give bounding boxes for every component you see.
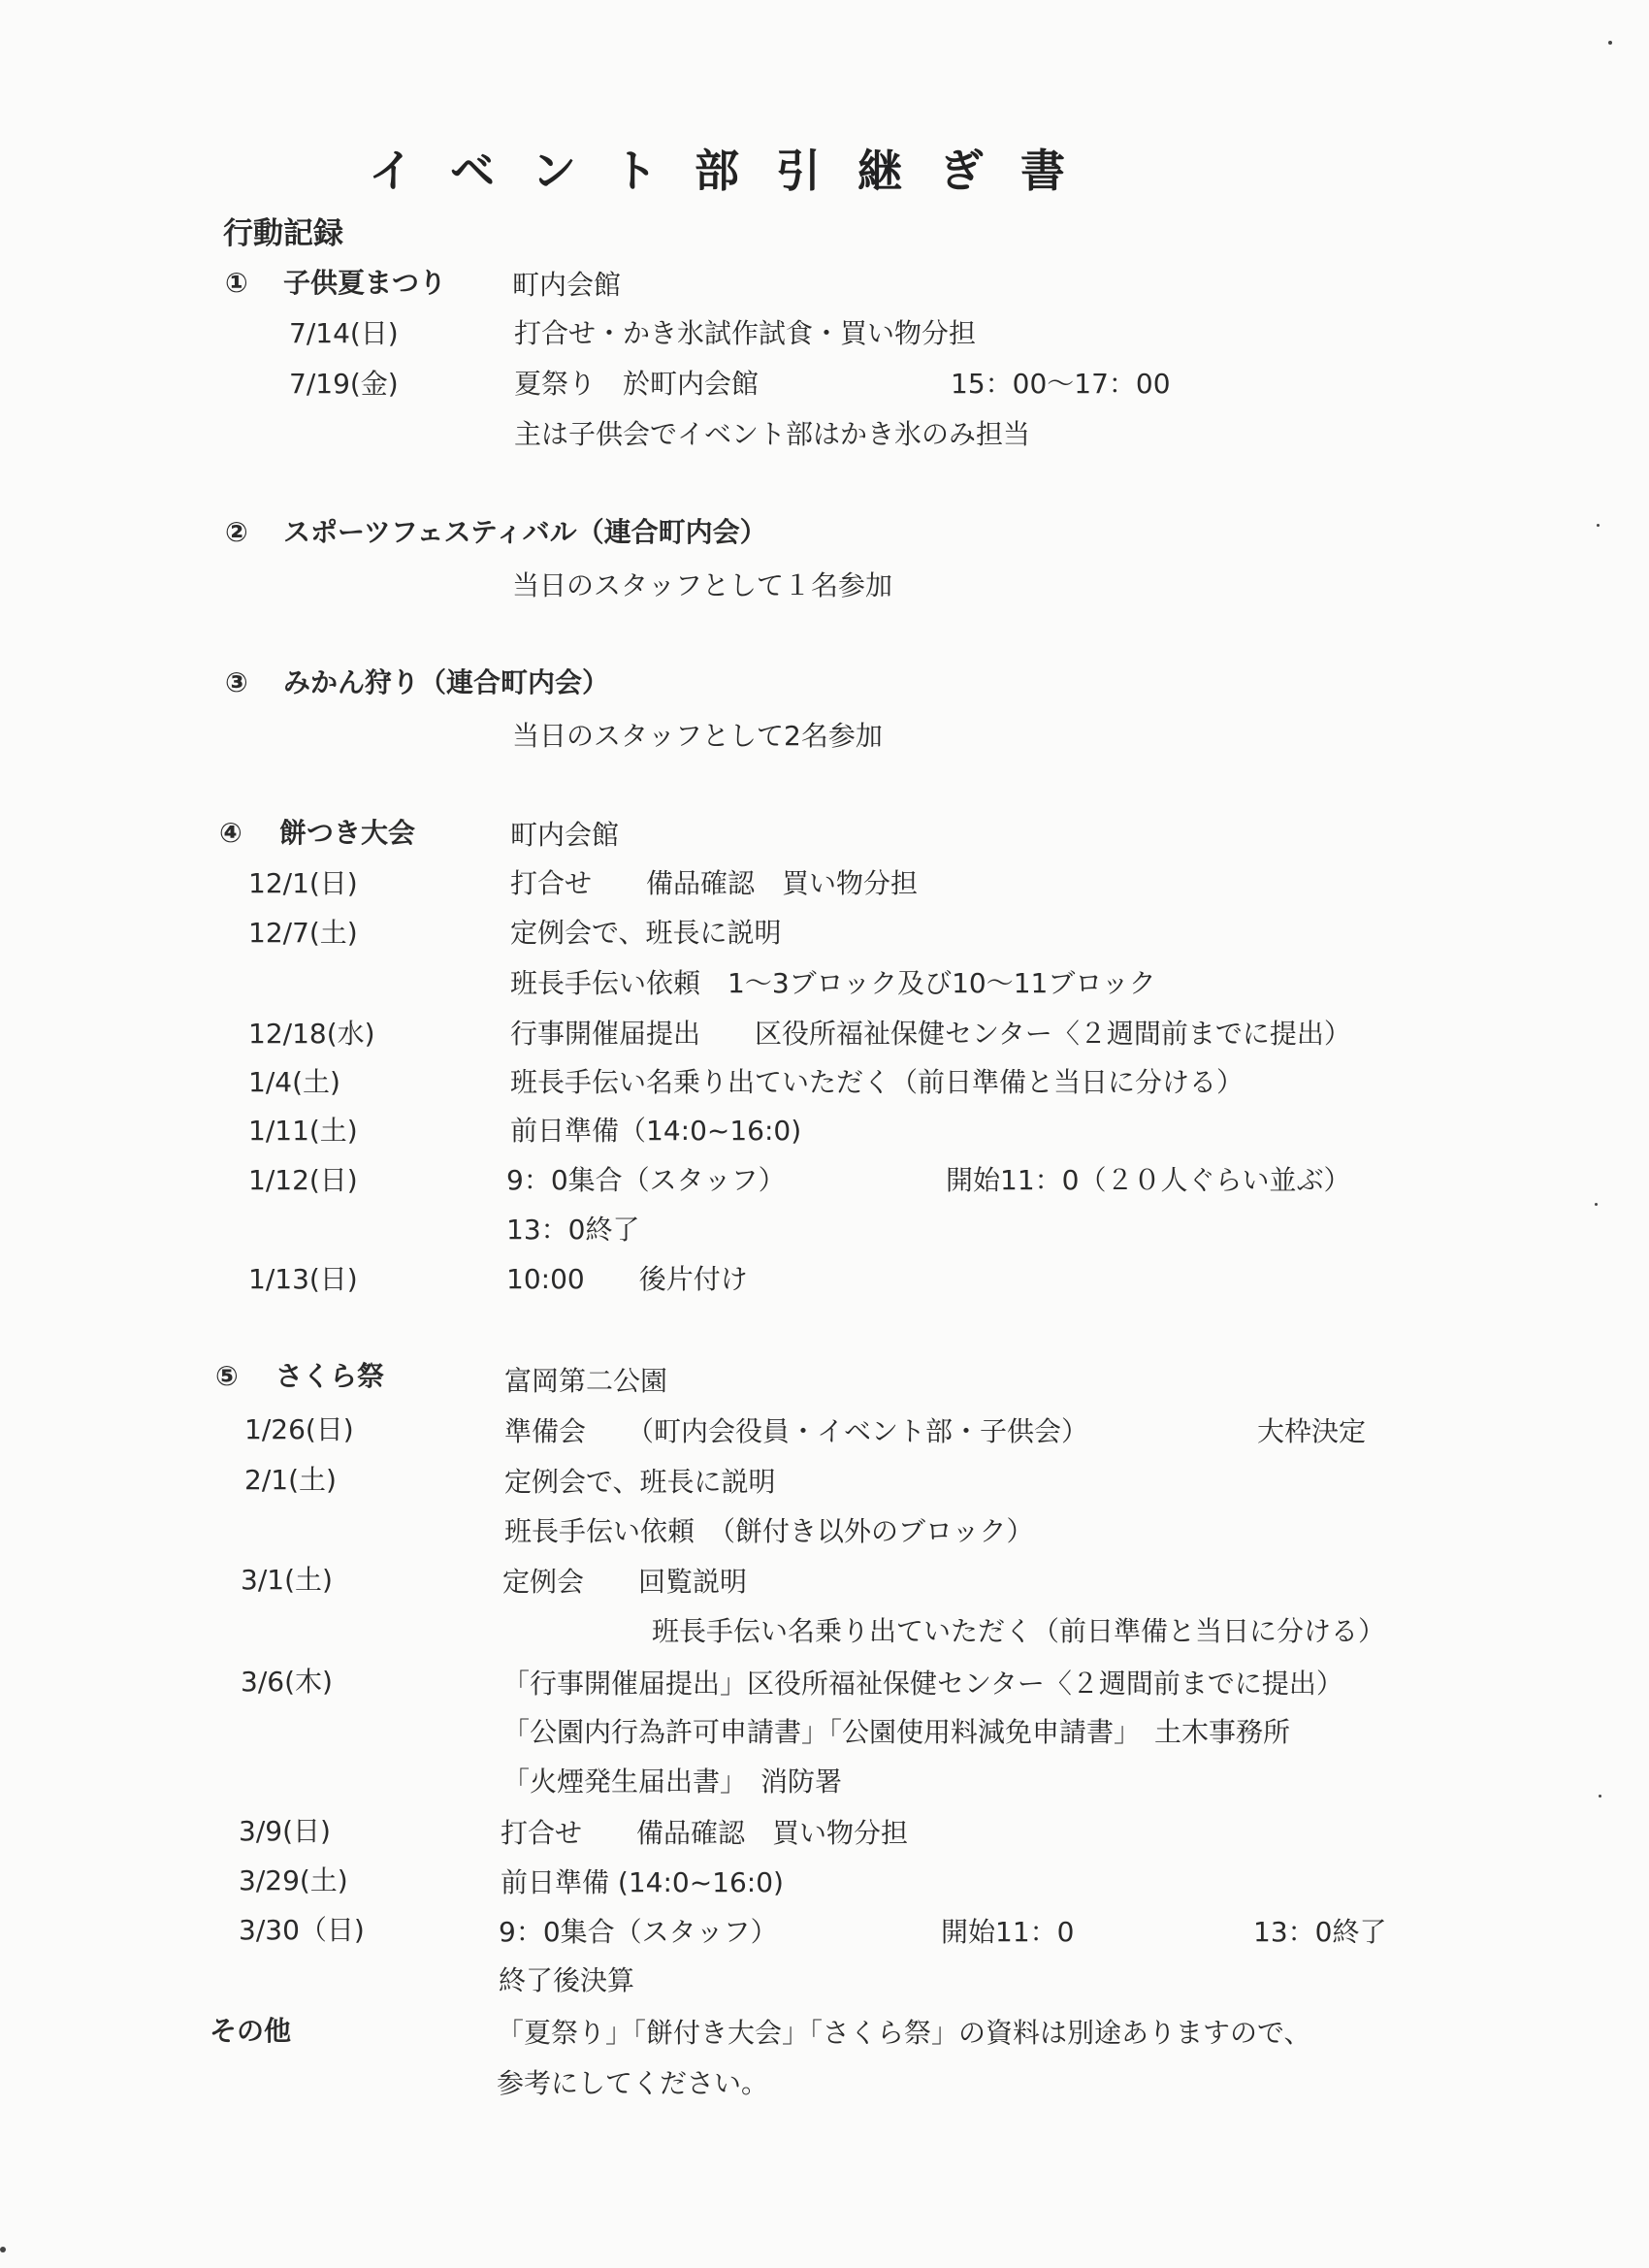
section-title: その他	[210, 2015, 292, 2047]
document-title: イベント部引継ぎ書	[369, 145, 1102, 197]
entry-extra: 開始11：0（２０人ぐらい並ぶ）	[946, 1164, 1351, 1196]
entry-text: 10:00 後片付け	[506, 1263, 748, 1295]
entry-text: 主は子供会でイベント部はかき氷のみ担当	[514, 418, 1031, 450]
entry-date: 12/7(土)	[248, 917, 358, 949]
entry-text: 参考にしてください。	[497, 2067, 769, 2099]
entry-text: 班長手伝い依頼 （餅付き以外のブロック）	[504, 1515, 1034, 1547]
entry-text: 当日のスタッフとして2名参加	[512, 720, 883, 752]
scan-speck	[1595, 1203, 1598, 1206]
entry-date: 7/19(金)	[289, 368, 399, 400]
scan-speck	[1608, 41, 1612, 45]
entry-date: 12/18(水)	[248, 1018, 375, 1050]
entry-date: 3/6(木)	[241, 1666, 333, 1698]
section-number: ④	[219, 817, 242, 849]
entry-text: 定例会で、班長に説明	[504, 1466, 776, 1498]
entry-text: 打合せ 備品確認 買い物分担	[510, 867, 919, 899]
section-venue: 富岡第二公園	[504, 1365, 668, 1397]
section-heading-activity-log: 行動記録	[223, 216, 343, 251]
entry-date: 3/9(日)	[239, 1815, 331, 1847]
section-title: 子供夏まつり	[283, 267, 447, 299]
entry-text: 班長手伝い名乗り出ていただく（前日準備と当日に分ける）	[510, 1066, 1245, 1098]
entry-date: 2/1(土)	[244, 1464, 337, 1496]
entry-text: 前日準備（14:0~16:0)	[510, 1115, 802, 1147]
entry-extra: 大枠決定	[1257, 1415, 1367, 1447]
entry-text: 定例会で、班長に説明	[510, 917, 782, 949]
entry-text: 「火煙発生届出書」 消防署	[502, 1766, 843, 1798]
section-number: ③	[225, 666, 248, 698]
entry-text: 班長手伝い依頼 1〜3ブロック及び10〜11ブロック	[510, 967, 1156, 999]
entry-text: 前日準備 (14:0~16:0)	[501, 1866, 784, 1898]
entry-date: 1/13(日)	[248, 1263, 358, 1295]
section-number: ⑤	[215, 1360, 239, 1392]
entry-text: 打合せ・かき氷試作試食・買い物分担	[514, 317, 977, 349]
entry-date: 3/29(土)	[239, 1864, 348, 1896]
section-title: 餅つき大会	[279, 817, 416, 849]
section-venue: 町内会館	[510, 819, 620, 851]
entry-time: 15：00〜17：00	[951, 368, 1171, 400]
entry-text: 9：0集合（スタッフ）	[506, 1164, 786, 1196]
entry-text: 行事開催届提出 区役所福祉保健センター〈２週間前までに提出）	[510, 1018, 1351, 1050]
entry-date: 7/14(日)	[289, 317, 399, 349]
section-title: みかん狩り（連合町内会）	[283, 666, 610, 698]
entry-text: 「公園内行為許可申請書」「公園使用料減免申請書」 土木事務所	[502, 1716, 1291, 1748]
entry-text: 夏祭り 於町内会館	[514, 368, 760, 400]
section-title: さくら祭	[275, 1360, 385, 1392]
entry-text: 13：0終了	[506, 1214, 640, 1246]
entry-date: 1/12(日)	[248, 1164, 358, 1196]
entry-text: 「行事開催届提出」区役所福祉保健センター〈２週間前までに提出）	[502, 1668, 1343, 1700]
entry-text: 準備会 （町内会役員・イベント部・子供会）	[504, 1415, 1089, 1447]
scan-speck	[0, 2247, 6, 2252]
section-venue: 町内会館	[512, 269, 622, 301]
entry-extra: 13：0終了	[1253, 1916, 1387, 1948]
scan-speck	[1599, 1795, 1601, 1798]
entry-date: 12/1(日)	[248, 867, 358, 899]
entry-extra: 開始11：0	[941, 1916, 1075, 1948]
entry-text: 終了後決算	[499, 1964, 635, 1996]
entry-date: 3/1(土)	[241, 1564, 333, 1596]
section-number: ①	[225, 267, 248, 299]
entry-date: 3/30（日)	[239, 1914, 365, 1946]
entry-text: 打合せ 備品確認 買い物分担	[501, 1817, 909, 1849]
entry-text: 9：0集合（スタッフ）	[499, 1916, 778, 1948]
entry-text: 当日のスタッフとして１名参加	[512, 569, 893, 601]
entry-text: 定例会 回覧説明	[502, 1566, 748, 1598]
entry-date: 1/4(土)	[248, 1066, 340, 1098]
entry-date: 1/11(土)	[248, 1115, 358, 1147]
scan-speck	[1597, 524, 1600, 527]
section-title: スポーツフェスティバル（連合町内会）	[283, 516, 767, 548]
entry-text: 班長手伝い名乗り出ていただく（前日準備と当日に分ける）	[652, 1615, 1386, 1647]
entry-text: 「夏祭り」「餅付き大会」「さくら祭」の資料は別途ありますので、	[497, 2017, 1311, 2049]
entry-date: 1/26(日)	[244, 1413, 354, 1445]
section-number: ②	[225, 516, 248, 548]
